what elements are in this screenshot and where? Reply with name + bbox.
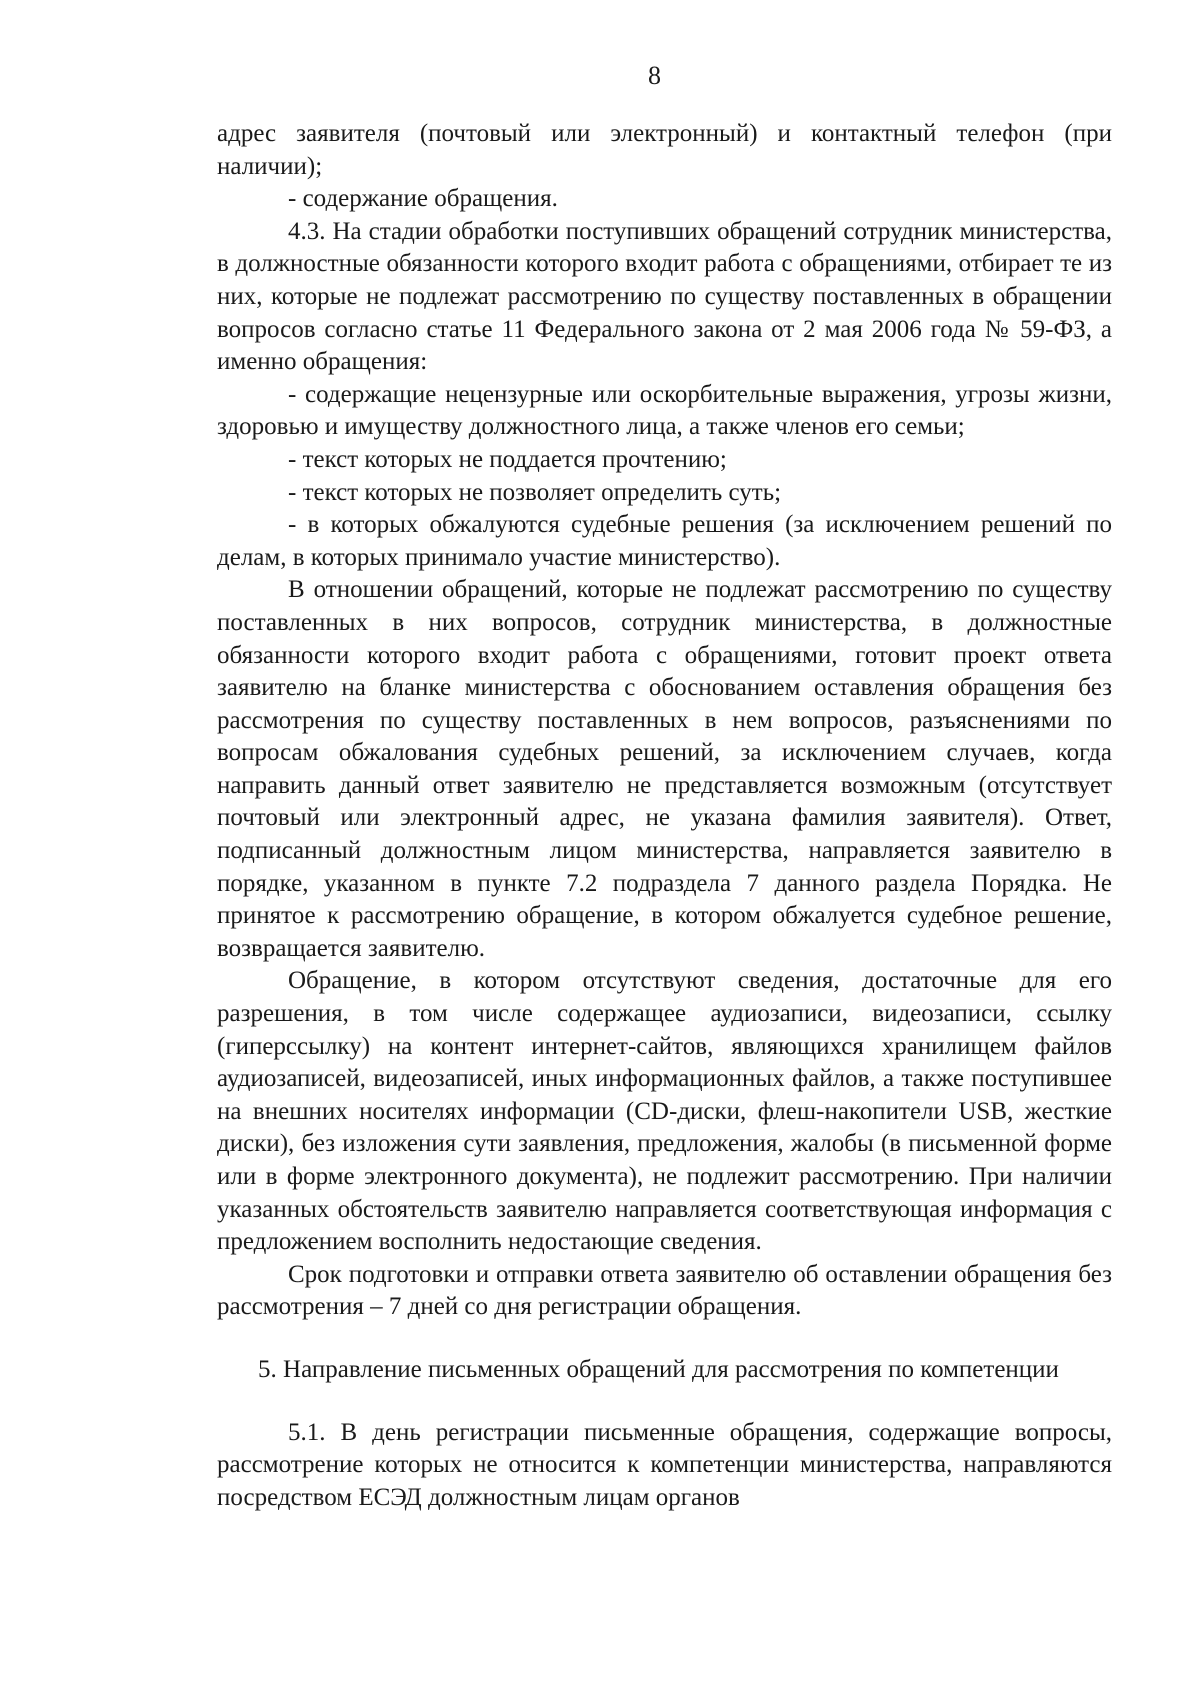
- list-item-unreadable: - текст которых не поддается прочтению;: [288, 445, 727, 473]
- page-number: 8: [648, 61, 661, 90]
- list-item-appeal-content: - содержание обращения.: [288, 185, 558, 213]
- paragraph-insufficient-info: Обращение, в котором отсутствуют сведения, достаточные для его разрешения, в том числе содержащее аудиозаписи, видеозаписи, ссылку (гиперссылку) на контент интернет-сайтов, являющихся хранилищем файлов аудиозаписей, видеозаписей, иных информационных файлов, а также поступившее на внешних носителях информации (CD-диски, флеш-накопители USB, жесткие диски), без изложения сути заявления, предложения, жалобы (в письменной форме или в форме электронного документа), не подлежит рассмотрению. При наличии указанных обстоятельств заявителю направляется соответствующая информация с предложением восполнить недостающие сведения.: [217, 967, 1112, 1256]
- paragraph-deadline: Срок подготовки и отправки ответа заявителю об оставлении обращения без рассмотрения – 7 дней со дня регистрации обращения.: [217, 1260, 1112, 1321]
- paragraph-not-considered: В отношении обращений, которые не подлежат рассмотрению по существу поставленных в них вопросов, сотрудник министерства, в должностные обязанности которого входит работа с обращениями, готовит проект ответа заявителю на бланке министерства с обоснованием оставления обращения без рассмотрения по существу поставленных в нем вопросов, разъяснениями по вопросам обжалования судебных решений, за исключением случаев, когда направить данный ответ заявителю не представляется возможным (отсутствует почтовый или электронный адрес, не указана фамилия заявителя). Ответ, подписанный должностным лицом министерства, направляется заявителю в порядке, указанном в пункте 7.2 подраздела 7 данного раздела Порядка. Не принятое к рассмотрению обращение, в котором обжалуется судебное решение, возвращается заявителю.: [217, 576, 1112, 962]
- list-item-obscene: - содержащие нецензурные или оскорбительные выражения, угрозы жизни, здоровью и имуществу должностного лица, а также членов его семьи;: [217, 380, 1112, 441]
- section-heading-5: 5. Направление письменных обращений для рассмотрения по компетенции: [258, 1355, 1059, 1383]
- list-item-court-decisions: - в которых обжалуются судебные решения (за исключением решений по делам, в которых принимало участие министерство).: [217, 511, 1112, 571]
- paragraph-5-1: 5.1. В день регистрации письменные обращения, содержащие вопросы, рассмотрение которых не относится к компетенции министерства, направляются посредством ЕСЭД должностным лицам органов: [217, 1418, 1112, 1511]
- paragraph-applicant-address: адрес заявителя (почтовый или электронный) и контактный телефон (при наличии);: [217, 120, 1112, 180]
- list-item-undefined-essence: - текст которых не позволяет определить суть;: [288, 478, 782, 506]
- paragraph-4-3: 4.3. На стадии обработки поступивших обращений сотрудник министерства, в должностные обязанности которого входит работа с обращениями, отбирает те из них, которые не подлежат рассмотрению по существу поставленных в обращении вопросов согласно статье 11 Федерального закона от 2 мая 2006 года № 59-ФЗ, а именно обращения:: [217, 217, 1112, 376]
